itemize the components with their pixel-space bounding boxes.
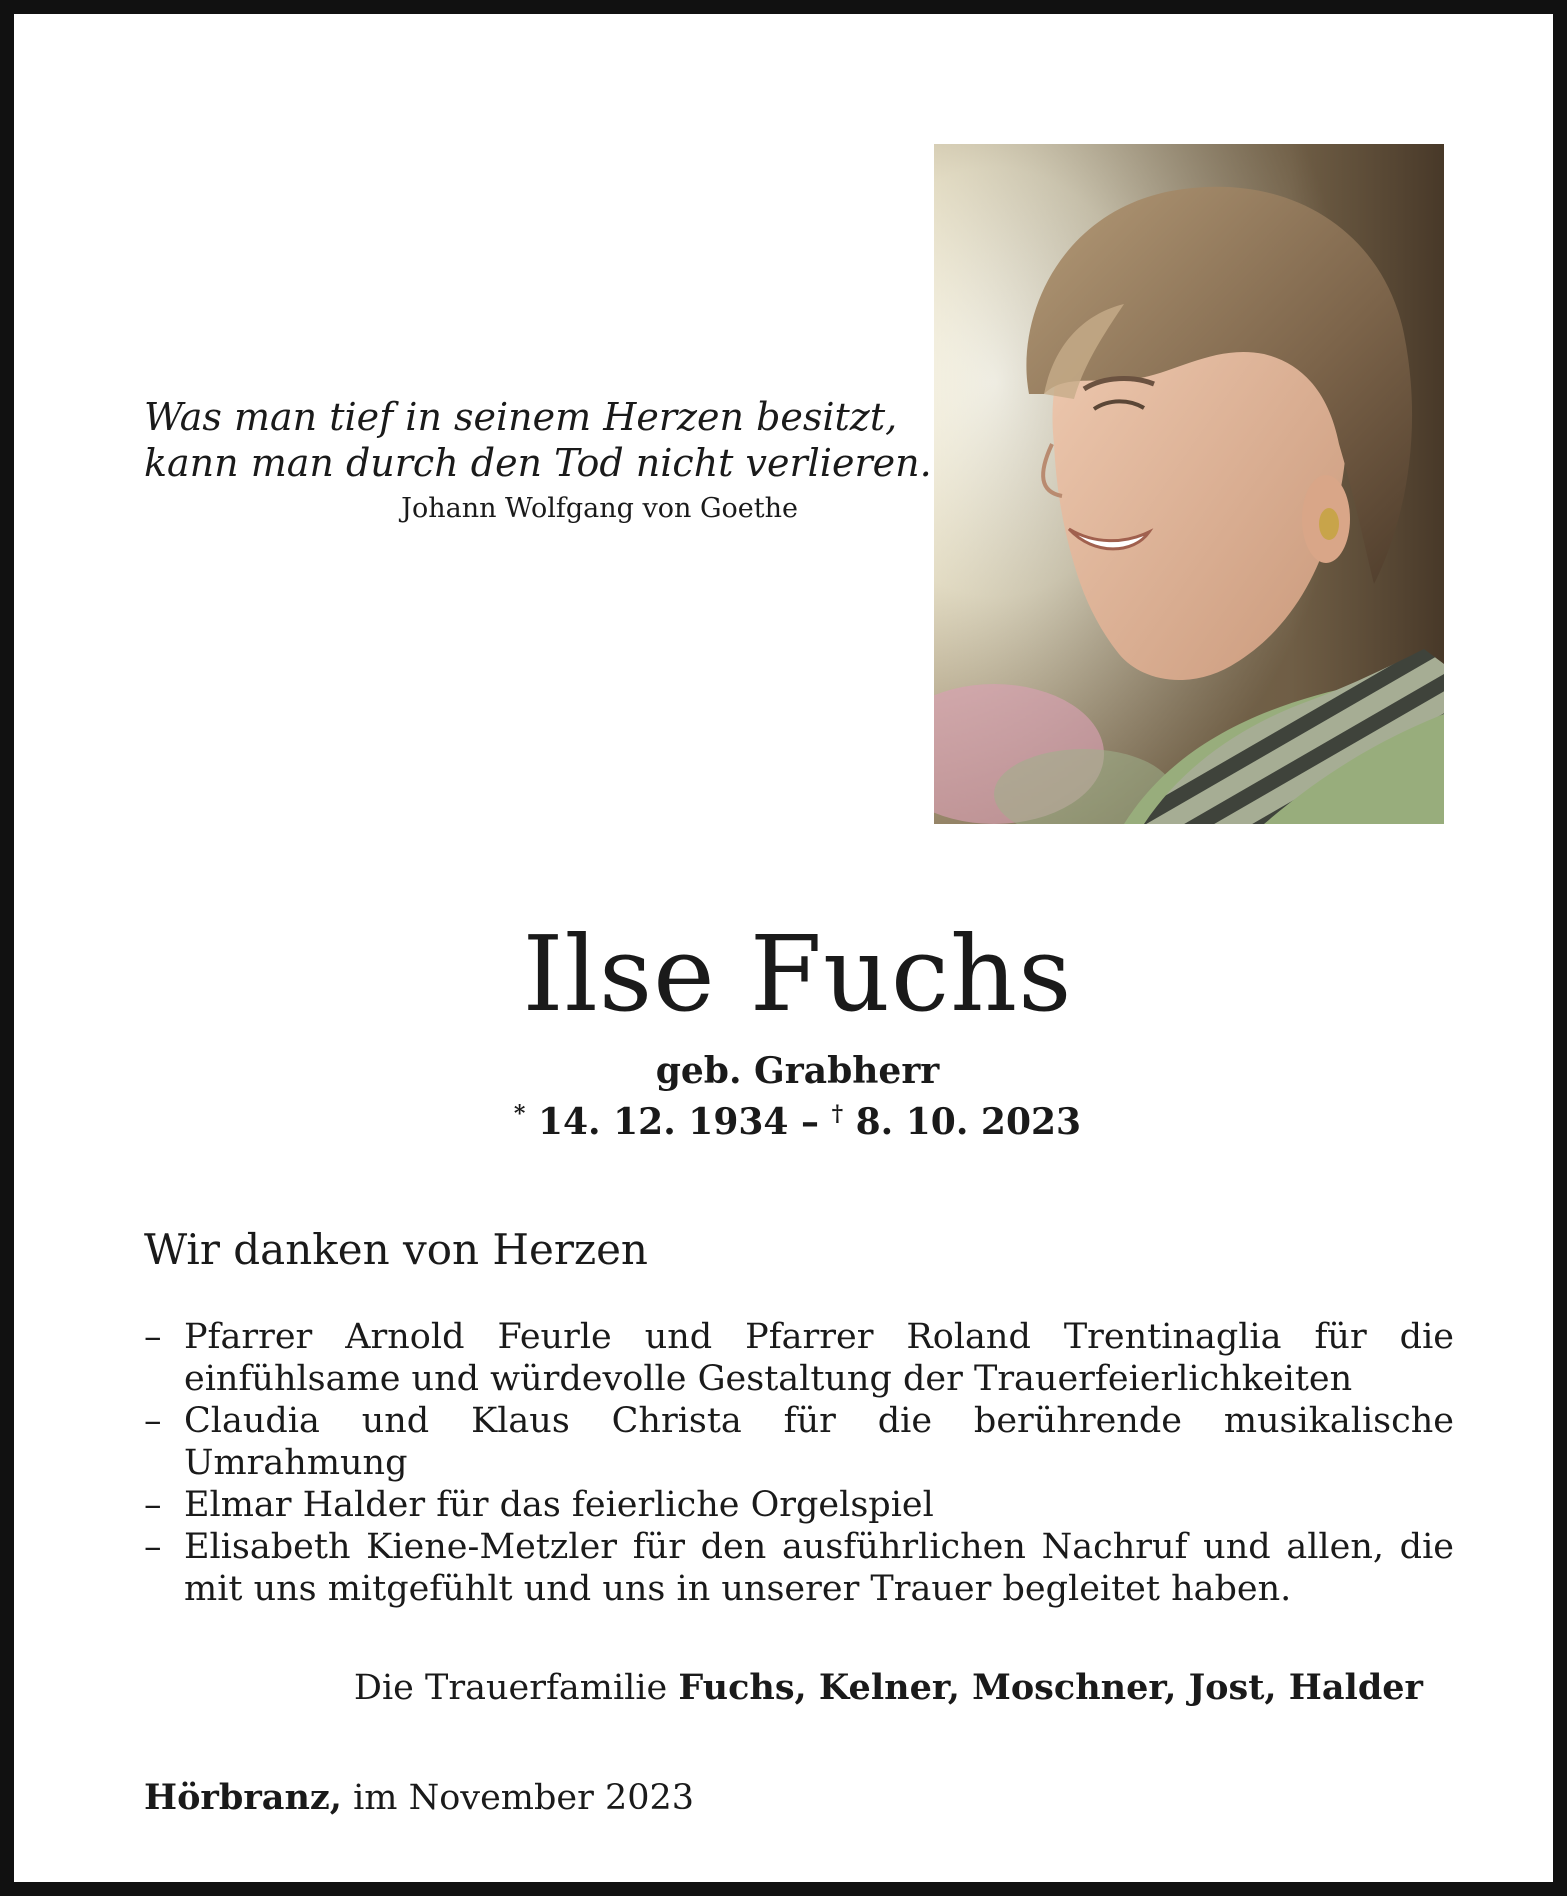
birth-date: 14. 12. 1934: [537, 1101, 789, 1143]
list-dash: –: [144, 1527, 162, 1567]
thanks-heading: Wir danken von Herzen: [144, 1225, 648, 1274]
thanks-list: [144, 1316, 1454, 1610]
signature-prefix: Die Trauerfamilie: [353, 1668, 668, 1708]
portrait-illustration: [934, 144, 1444, 824]
list-item-text: Elisabeth Kiene-Metzler für den ausführlichen Nachruf und allen, die mit uns mitgefühlt und uns in unserer Trauer begleitet haben.: [184, 1527, 1454, 1609]
list-item: [144, 1526, 1454, 1610]
quote-block: [144, 394, 932, 530]
list-item: [144, 1400, 1454, 1484]
quote-line-2: kann man durch den Tod nicht verlieren.: [144, 441, 932, 485]
list-item-text: Pfarrer Arnold Feurle und Pfarrer Roland Trentinaglia für die einfühlsame und würdevolle Gestaltung der Trauerfeierlichkeiten: [184, 1317, 1454, 1399]
death-symbol: †: [831, 1101, 844, 1127]
family-signature: [354, 1666, 1423, 1710]
signature-families: Fuchs, Kelner, Moschner, Jost, Halder: [678, 1667, 1423, 1708]
place-and-date: [144, 1776, 694, 1820]
list-dash: –: [144, 1317, 162, 1357]
place-date: im November 2023: [353, 1778, 695, 1818]
portrait-photo: [934, 144, 1444, 824]
place-town: Hörbranz,: [144, 1777, 342, 1818]
list-dash: –: [144, 1401, 162, 1441]
death-date: 8. 10. 2023: [855, 1101, 1082, 1143]
quote-line-1: Was man tief in seinem Herzen besitzt,: [144, 395, 898, 439]
date-separator: –: [801, 1101, 820, 1143]
list-item-text: Elmar Halder für das feierliche Orgelspiel: [184, 1485, 934, 1525]
maiden-name: geb. Grabherr: [655, 1050, 940, 1092]
list-item: [144, 1316, 1454, 1400]
list-item-text: Claudia und Klaus Christa für die berührende musikalische Umrahmung: [184, 1401, 1454, 1483]
list-dash: –: [144, 1485, 162, 1525]
quote-author: Johann Wolfgang von Goethe: [401, 493, 798, 524]
birth-symbol: *: [513, 1101, 526, 1127]
life-dates: [14, 1092, 1567, 1144]
deceased-name: Ilse Fuchs: [522, 913, 1073, 1035]
list-item: [144, 1484, 1454, 1526]
